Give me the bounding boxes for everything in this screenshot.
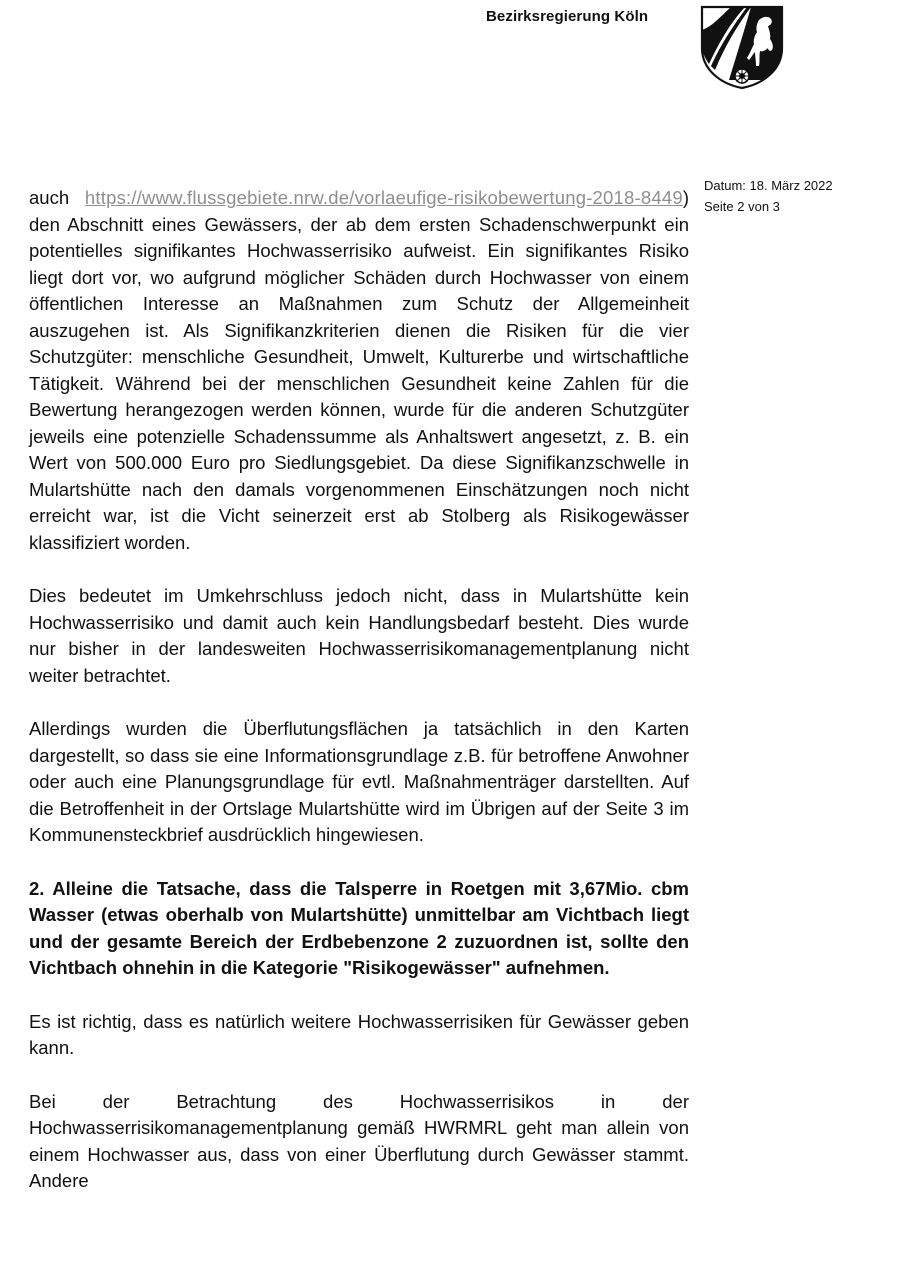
paragraph-further-risks: Es ist richtig, dass es natürlich weitere Hochwasserrisiken für Gewässer geben kann. — [29, 1010, 689, 1058]
paragraph-conclusion: Dies bedeutet im Umkehrschluss jedoch nicht, dass in Mulartshütte kein Hochwasserrisiko und damit auch kein Handlungsbedarf besteht. Dies wurde nur bisher in der landesweiten Hochwasserrisikomanagementplanung nicht weiter betrachtet. — [29, 585, 689, 686]
letter-body — [29, 185, 689, 1222]
paragraph-lead: auch — [29, 187, 85, 208]
risk-assessment-link[interactable]: https://www.flussgebiete.nrw.de/vorlaeufige-risikobewertung-2018-8449 — [84, 187, 683, 208]
paragraph-hwrmrl: Bei der Betrachtung des Hochwasserrisikos in der Hochwasserrisikomanagementplanung gemäß HWRMRL geht man allein von einem Hochwasser aus, dass von einer Überflutung durch Gewässer stammt. Andere — [29, 1090, 689, 1191]
document-date: Datum: 18. März 2022 — [704, 178, 833, 193]
paragraph-risk-assessment — [29, 185, 689, 556]
paragraph-flood-maps: Allerdings wurden die Überflutungsflächen ja tatsächlich in den Karten dargestellt, so dass sie eine Informationsgrundlage z.B. für betroffene Anwohner oder auch eine Planungsgrundlage für evtl. Maßnahmenträger darstellten. Auf die Betroffenheit in der Ortslage Mulartshütte wird im Übrigen auf der Seite 3 im Kommunensteckbrief ausdrücklich hingewiesen. — [29, 718, 689, 845]
nrw-coat-of-arms-icon — [699, 4, 785, 90]
authority-name: Bezirksregierung Köln — [486, 8, 649, 25]
question-heading-2: 2. Alleine die Tatsache, dass die Talsperre in Roetgen mit 3,67Mio. cbm Wasser (etwas oberhalb von Mulartshütte) unmittelbar am Vichtbach liegt und der gesamte Bereich der Erdbebenzone 2 zuzuordnen ist, sollte den Vichtbach ohnehin in die Kategorie "Risikogewässer" aufnehmen. — [29, 877, 689, 978]
document-meta — [704, 175, 833, 217]
paragraph-rest: ) den Abschnitt eines Gewässers, der ab dem ersten Schadenschwerpunkt ein potentielles signifikantes Hochwasserrisiko aufweist. Ein signifikantes Risiko liegt dort vor, wo aufgrund möglicher Schäden durch Hochwasser von einem öffentlichen Interesse an Maßnahmen zum Schutz der Allgemeinheit auszugehen ist. Als Signifikanzkriterien dienen die Risiken für die vier Schutzgüter: menschliche Gesundheit, Umwelt, Kulturerbe und wirtschaftliche Tätigkeit. Während bei der menschlichen Gesundheit keine Zahlen für die Bewertung herangezogen werden können, wurde für die anderen Schutzgüter jeweils eine potenzielle Schadenssumme als Anhaltswert angesetzt, z. B. ein Wert von 500.000 Euro pro Siedlungsgebiet. Da diese Signifikanzschwelle in Mulartshütte nach den damals vorgenommenen Einschätzungen noch nicht erreicht war, ist die Vicht seinerzeit erst ab Stolberg als Risikogewässer klassifiziert worden. — [29, 187, 689, 553]
page-number: Seite 2 von 3 — [704, 199, 780, 214]
